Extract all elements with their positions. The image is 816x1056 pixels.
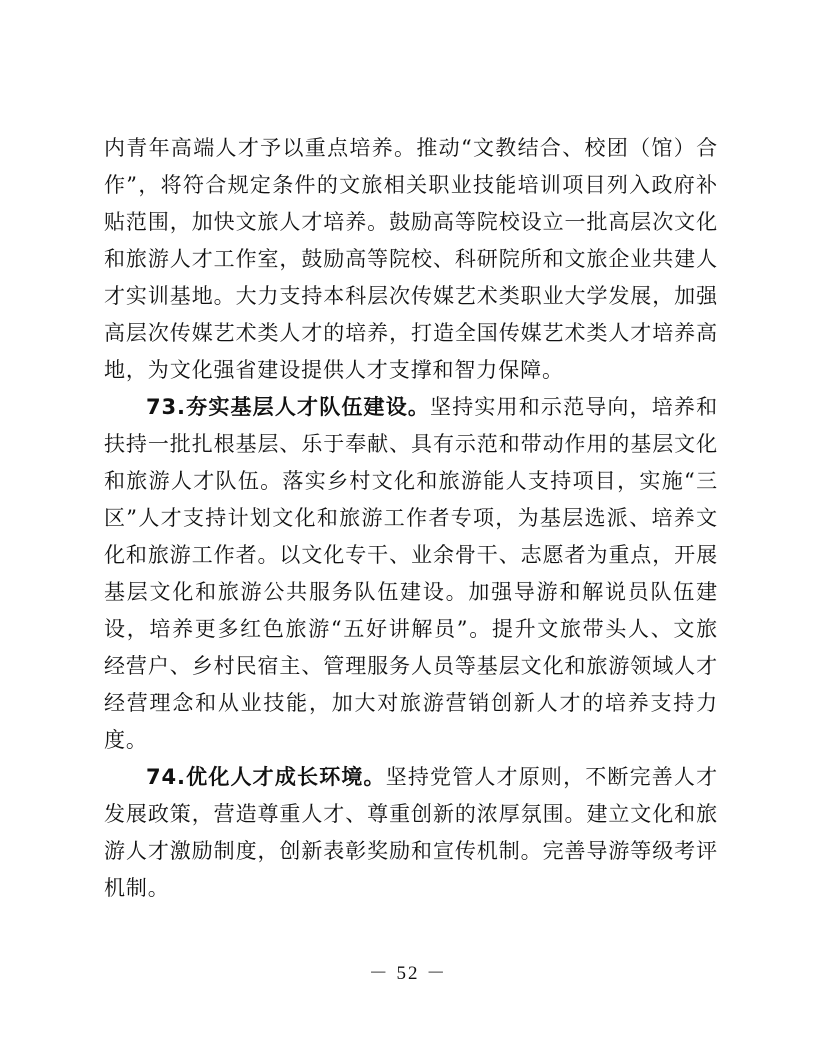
paragraph-text: 坚持实用和示范导向，培养和扶持一批扎根基层、乐于奉献、具有示范和带动作用的基层文化和旅游人才队伍。落实乡村文化和旅游能人支持项目，实施“三区”人才支持计划文化和旅游工作者专项，为基层选派、培养文化和旅游工作者。以文化专干、业余骨干、志愿者为重点，开展基层文化和旅游公共服务队伍建设。加强导游和解说员队伍建设，培养更多红色旅游“五好讲解员”。提升文旅带头人、文旅经营户、乡村民宿主、管理服务人员等基层文化和旅游领域人才经营理念和从业技能，加大对旅游营销创新人才的培养支持力度。 [104,395,718,752]
body-text [104,130,718,907]
section-heading-74: 74.优化人才成长环境。 [146,765,386,789]
section-heading-73: 73.夯实基层人才队伍建设。 [146,395,431,419]
page-number: － 52 － [368,963,448,984]
paragraph-text: 坚持党管人才原则，不断完善人才发展政策，营造尊重人才、尊重创新的浓厚氛围。建立文化和旅游人才激励制度，创新表彰奖励和宣传机制。完善导游等级考评机制。 [104,765,718,900]
paragraph-continuation [104,130,718,389]
paragraph-73 [104,389,718,759]
paragraph-74 [104,759,718,907]
paragraph-text: 内青年高端人才予以重点培养。推动“文教结合、校团（馆）合作”，将符合规定条件的文旅相关职业技能培训项目列入政府补贴范围，加快文旅人才培养。鼓励高等院校设立一批高层次文化和旅游人才工作室，鼓励高等院校、科研院所和文旅企业共建人才实训基地。大力支持本科层次传媒艺术类职业大学发展，加强高层次传媒艺术类人才的培养，打造全国传媒艺术类人才培养高地，为文化强省建设提供人才支撑和智力保障。 [104,136,718,382]
